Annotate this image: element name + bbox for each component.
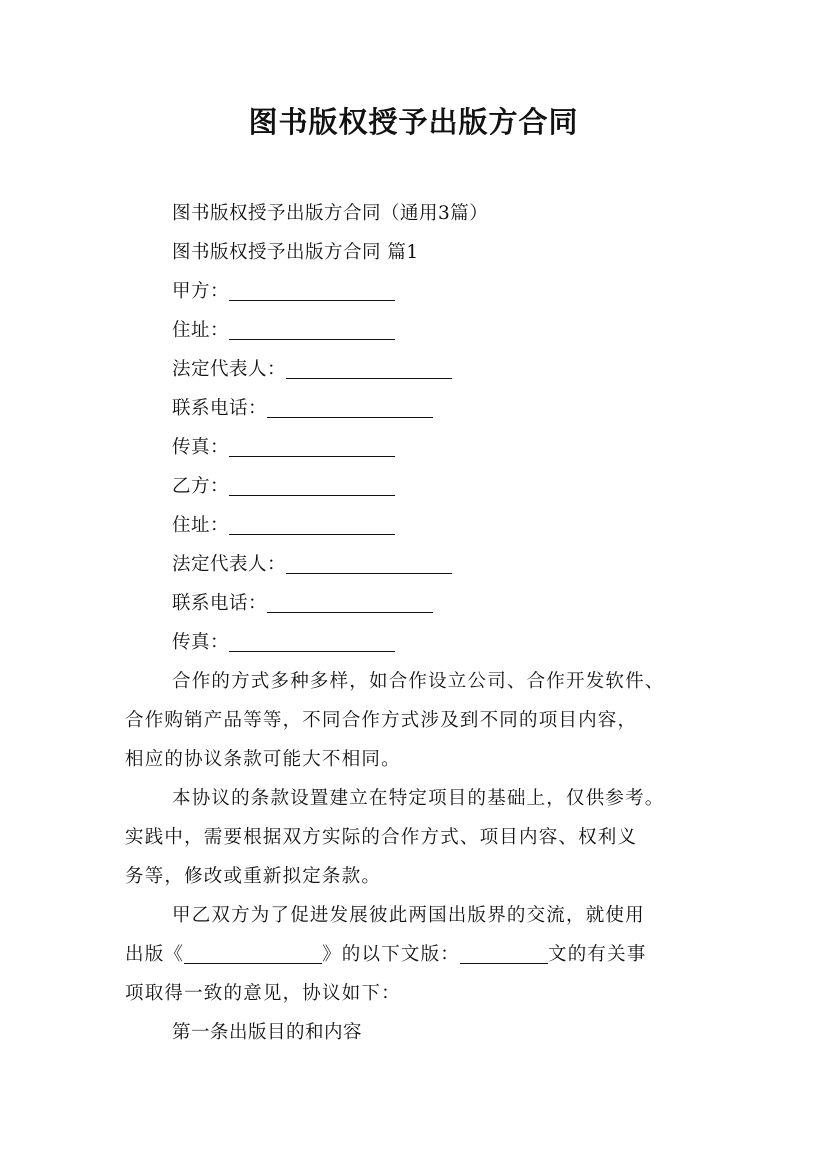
party-b-legal-rep-label: 法定代表人： <box>172 554 287 575</box>
party-a-legal-rep-field <box>125 350 710 389</box>
party-b-address-blank <box>229 533 395 535</box>
paragraph-line: 合作购销产品等等，不同合作方式涉及到不同的项目内容， <box>125 710 638 731</box>
edition-text: 》的以下文版： <box>322 944 461 965</box>
paragraph-cooperation-methods <box>125 662 710 779</box>
party-b-phone-label: 联系电话： <box>172 593 268 614</box>
paragraph-line: 务等，修改或重新拟定条款。 <box>125 866 382 887</box>
paragraph-line: 甲乙双方为了促进发展彼此两国出版界的交流，就使用 <box>172 905 645 926</box>
document-body <box>125 194 710 1052</box>
paragraph-line: 项取得一致的意见，协议如下： <box>125 983 401 1004</box>
party-a-legal-rep-blank <box>286 377 452 379</box>
document-subtitle: 图书版权授予出版方合同（通用3篇） <box>172 203 489 224</box>
paragraph-reference-note <box>125 779 710 896</box>
book-title-blank <box>184 962 322 964</box>
party-a-fax-label: 传真： <box>172 437 230 458</box>
party-b-phone-field <box>125 584 710 623</box>
party-a-phone-field <box>125 389 710 428</box>
party-b-address-label: 住址： <box>172 515 230 536</box>
party-a-name-field <box>125 272 710 311</box>
party-a-phone-label: 联系电话： <box>172 398 268 419</box>
language-blank <box>460 962 548 964</box>
party-a-phone-blank <box>267 416 433 418</box>
party-a-address-field <box>125 311 710 350</box>
party-a-fax-field <box>125 428 710 467</box>
party-b-fax-blank <box>229 650 395 652</box>
party-b-legal-rep-field <box>125 545 710 584</box>
party-b-name-label: 乙方： <box>172 476 230 497</box>
party-b-fax-field <box>125 623 710 662</box>
section-heading: 图书版权授予出版方合同 篇1 <box>172 242 419 263</box>
party-a-fax-blank <box>229 455 395 457</box>
matters-text: 文的有关事 <box>548 944 647 965</box>
party-a-legal-rep-label: 法定代表人： <box>172 359 287 380</box>
party-a-address-blank <box>229 338 395 340</box>
paragraph-line: 本协议的条款设置建立在特定项目的基础上，仅供参考。 <box>172 788 665 809</box>
party-b-legal-rep-blank <box>286 572 452 574</box>
party-b-fax-label: 传真： <box>172 632 230 653</box>
paragraph-line: 合作的方式多种多样，如合作设立公司、合作开发软件、 <box>172 671 665 692</box>
paragraph-line-with-blanks <box>125 935 710 974</box>
document-title: 图书版权授予出版方合同 <box>248 105 579 139</box>
party-a-name-label: 甲方： <box>172 281 230 302</box>
book-title-prefix: 出版《 <box>125 944 185 965</box>
party-b-address-field <box>125 506 710 545</box>
paragraph-line: 实践中，需要根据双方实际的合作方式、项目内容、权利义 <box>125 827 638 848</box>
paragraph-line: 相应的协议条款可能大不相同。 <box>125 749 401 770</box>
party-b-name-field <box>125 467 710 506</box>
party-b-name-blank <box>229 494 395 496</box>
party-b-phone-blank <box>267 611 433 613</box>
party-a-name-blank <box>229 299 395 301</box>
party-a-address-label: 住址： <box>172 320 230 341</box>
paragraph-agreement-intro <box>125 896 710 1013</box>
article-1-heading: 第一条出版目的和内容 <box>172 1022 363 1043</box>
